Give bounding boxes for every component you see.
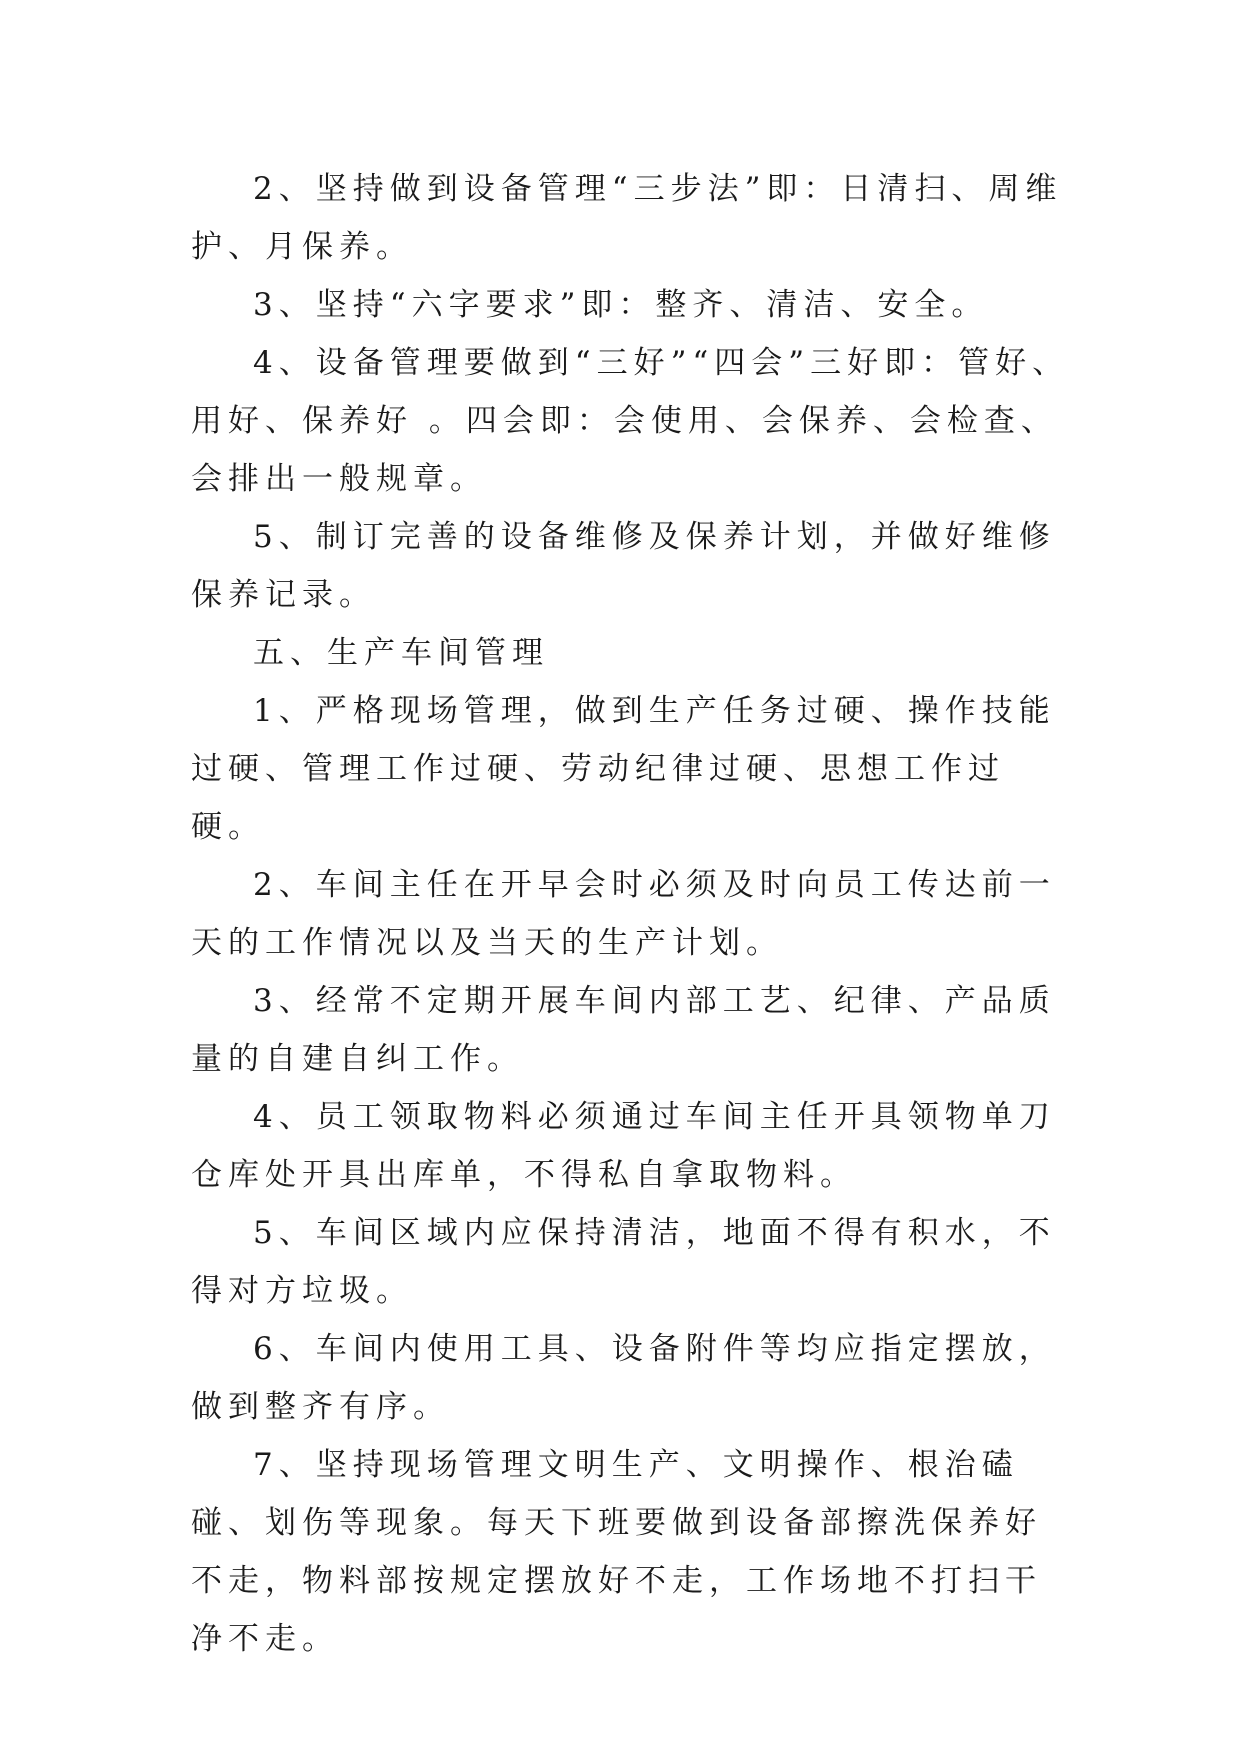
paragraph-self-inspection: 3、经常不定期开展车间内部工艺、纪律、产品质量的自建自纠工作。	[191, 983, 1056, 1077]
paragraph-material-requisition: 4、员工领取物料必须通过车间主任开具领物单刀仓库处开具出库单，不得私自拿取物料。	[191, 1099, 1056, 1193]
document-body	[191, 160, 1071, 1668]
paragraph-maintenance-plan: 5、制订完善的设备维修及保养计划，并做好维修保养记录。	[191, 519, 1056, 613]
paragraph-three-good-four-can: 4、设备管理要做到“三好”“四会”三好即：管好、用好、保养好 。四会即：会使用、会保养、会检查、会排出一般规章。	[191, 345, 1070, 497]
paragraph-six-character-requirement: 3、坚持“六字要求”即：整齐、清洁、安全。	[253, 287, 989, 323]
paragraph-site-management: 1、严格现场管理，做到生产任务过硬、操作技能过硬、管理工作过硬、劳动纪律过硬、思想工作过硬。	[191, 693, 1056, 845]
paragraph-equipment-three-step-method: 2、坚持做到设备管理“三步法”即：日清扫、周维护、月保养。	[191, 171, 1063, 265]
section-heading-workshop-management: 五、生产车间管理	[253, 635, 549, 671]
paragraph-workshop-cleanliness: 5、车间区域内应保持清洁，地面不得有积水，不得对方垃圾。	[191, 1215, 1056, 1309]
paragraph-tool-placement: 6、车间内使用工具、设备附件等均应指定摆放，做到整齐有序。	[191, 1331, 1056, 1425]
paragraph-morning-meeting: 2、车间主任在开早会时必须及时向员工传达前一天的工作情况以及当天的生产计划。	[191, 867, 1056, 961]
paragraph-civilized-production: 7、坚持现场管理文明生产、文明操作、根治磕碰、划伤等现象。每天下班要做到设备部擦洗保养好不走，物料部按规定摆放好不走，工作场地不打扫干净不走。	[191, 1447, 1042, 1657]
